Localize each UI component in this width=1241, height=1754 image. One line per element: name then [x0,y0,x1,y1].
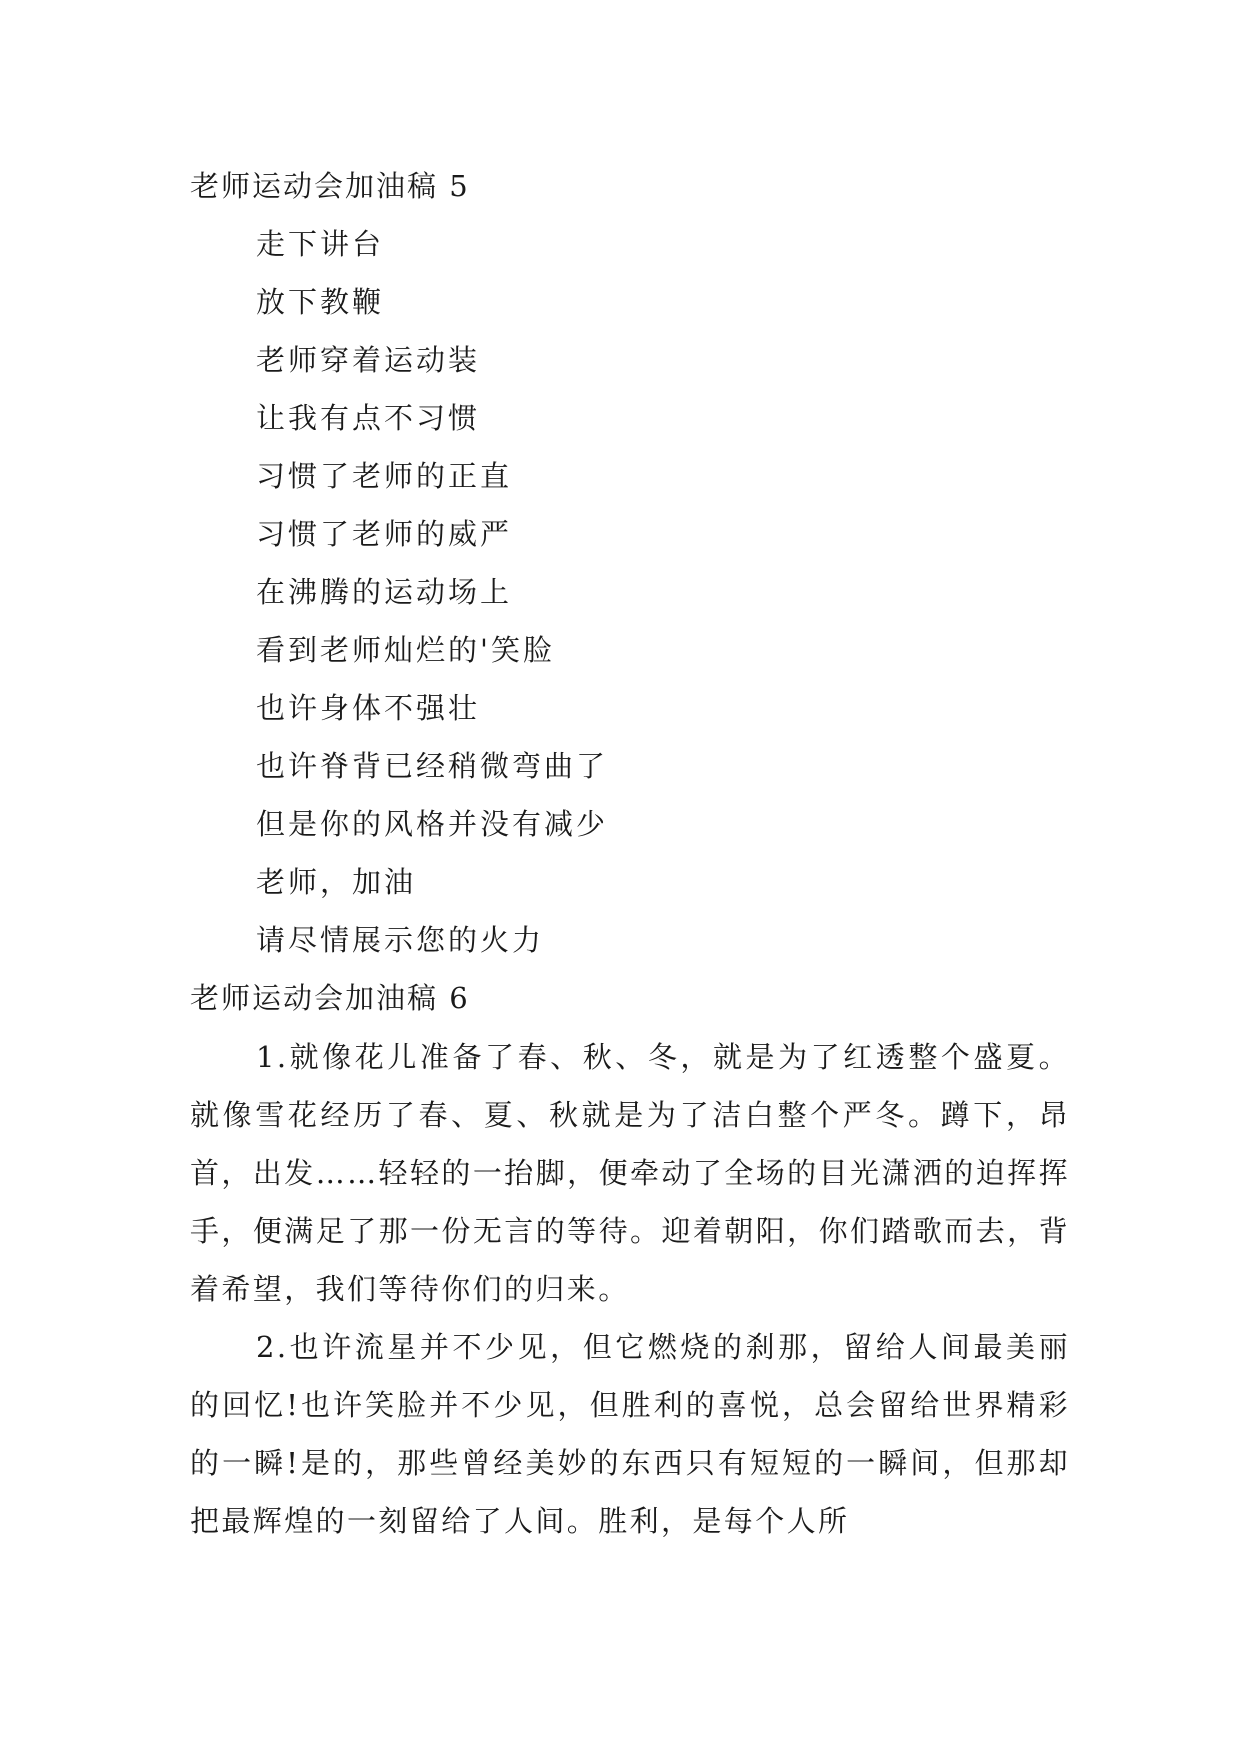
poem-line: 看到老师灿烂的'笑脸 [256,633,555,667]
poem-line: 也许身体不强壮 [256,691,481,725]
poem-line: 请尽情展示您的火力 [256,923,545,957]
poem-line: 但是你的风格并没有减少 [256,807,609,841]
poem-line: 也许脊背已经稍微弯曲了 [256,749,609,783]
poem-line: 在沸腾的运动场上 [256,575,513,609]
poem-line: 习惯了老师的威严 [256,517,513,551]
poem-line: 放下教鞭 [256,285,385,319]
section-heading-6: 老师运动会加油稿 6 [190,981,470,1015]
section-heading-5: 老师运动会加油稿 5 [190,169,470,203]
poem-line: 让我有点不习惯 [256,401,481,435]
poem-line: 走下讲台 [256,227,385,261]
poem-line: 老师，加油 [256,865,417,899]
body-paragraph: 1.就像花儿准备了春、秋、冬，就是为了红透整个盛夏。就像雪花经历了春、夏、秋就是为了洁白整个严冬。蹲下，昂首，出发……轻轻的一抬脚，便牵动了全场的目光潇洒的迫挥挥手，便满足了那一份无言的等待。迎着朝阳，你们踏歌而去，背着希望，我们等待你们的归来。 [190,1040,1070,1306]
body-paragraph: 2.也许流星并不少见，但它燃烧的刹那，留给人间最美丽的回忆!也许笑脸并不少见，但胜利的喜悦，总会留给世界精彩的一瞬!是的，那些曾经美妙的东西只有短短的一瞬间，但那却把最辉煌的一刻留给了人间。胜利，是每个人所 [190,1330,1070,1538]
poem-line: 习惯了老师的正直 [256,459,513,493]
poem-line: 老师穿着运动装 [256,343,481,377]
